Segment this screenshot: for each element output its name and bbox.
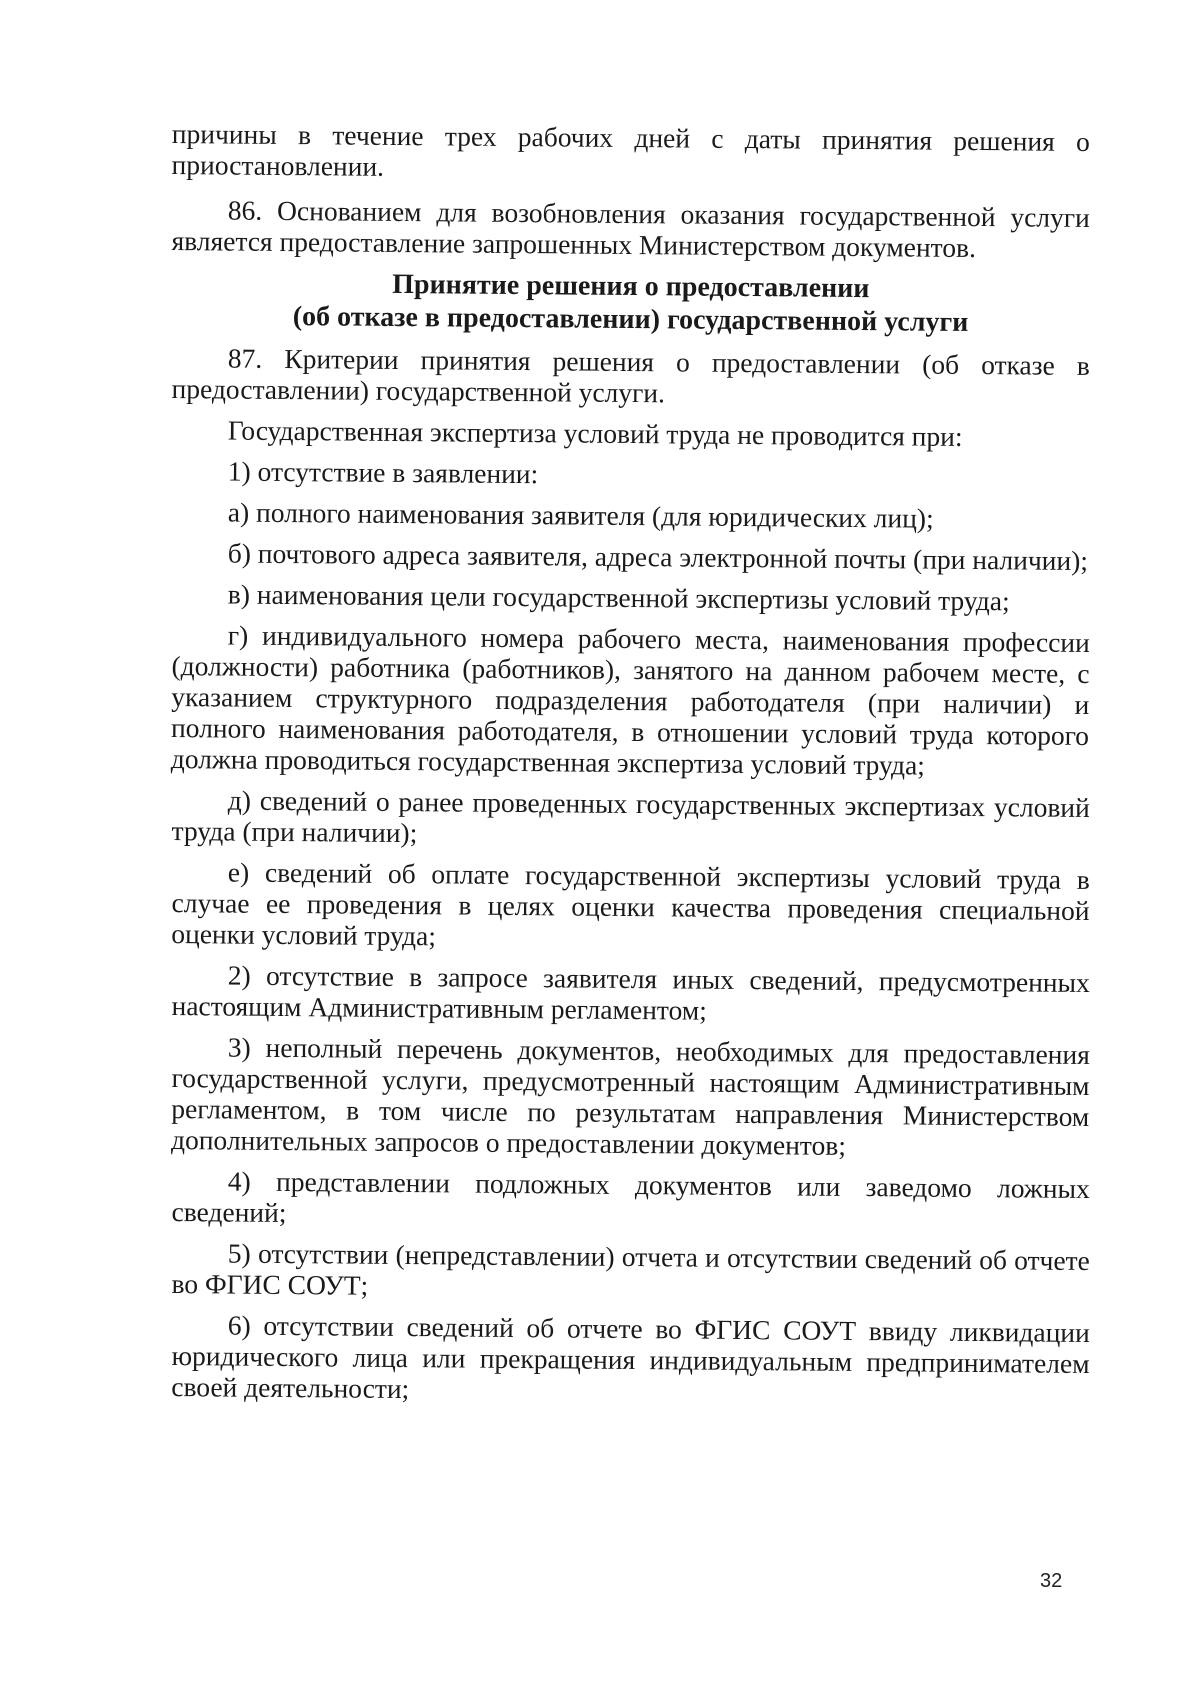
list-item-1: 1) отсутствие в заявлении: — [227, 455, 539, 490]
list-item-5: 5) отсутствии (непредставлении) отчета и отсутствии сведений об отчете во ФГИС СОУТ; — [171, 1237, 1090, 1301]
list-item-4: 4) представлении подложных документов или заведомо ложных сведений; — [171, 1165, 1090, 1229]
list-item-1b: б) почтового адреса заявителя, адреса электронной почты (при наличии); — [227, 537, 1089, 576]
section-heading — [171, 266, 1090, 340]
list-item-2: 2) отсутствие в запросе заявителя иных сведений, предусмотренных настоящим Административным регламентом; — [171, 959, 1090, 1026]
list-item-1a: а) полного наименования заявителя (для юридических лиц); — [227, 496, 934, 534]
section-heading-line-1: Принятие решения о предоставлении — [392, 268, 870, 305]
page-number: 32 — [1040, 1570, 1063, 1592]
list-item-1d: д) сведений о ранее проведенных государственных экспертизах условий труда (при наличии); — [171, 784, 1090, 849]
list-item-1e: е) сведений об оплате государственной экспертизы условий труда в случае ее проведения в целях оценки качества проведения специальной оценки условий труда; — [171, 856, 1090, 952]
section-heading-line-2: (об отказе в предоставлении) государственной услуги — [292, 301, 969, 338]
paragraph-continuation: причины в течение трех рабочих дней с даты принятия решения о приостановлении. — [171, 118, 1090, 182]
paragraph-86: 86. Основанием для возобновления оказания государственной услуги является предоставление запрошенных Министерством документов. — [171, 194, 1090, 264]
paragraph-intro: Государственная экспертиза условий труда не проводится при: — [227, 414, 963, 452]
list-item-6: 6) отсутствии сведений об отчете во ФГИС СОУТ ввиду ликвидации юридического лица или прекращения индивидуальным предпринимателем своей деятельности; — [171, 1309, 1090, 1405]
list-item-1g: г) индивидуального номера рабочего места, наименования профессии (должности) работника (работников), занятого на данном рабочем месте, с указанием структурного подразделения работодателя (при наличии) и полного наименования работодателя, в отношении условий труда которого должна проводиться государственная экспертиза условий труда; — [170, 619, 1090, 781]
list-item-1v: в) наименования цели государственной экспертизы условий труда; — [227, 578, 1010, 617]
list-item-3: 3) неполный перечень документов, необходимых для предоставления государственной услуги, предусмотренный настоящим Административным регламентом, в том числе по результатам направления Министерством дополнительных запросов о предоставлении документов; — [170, 1031, 1090, 1161]
paragraph-87: 87. Критерии принятия решения о предоставлении (об отказе в предоставлении) государственной услуги. — [171, 342, 1090, 409]
document-body — [172, 118, 1090, 1412]
